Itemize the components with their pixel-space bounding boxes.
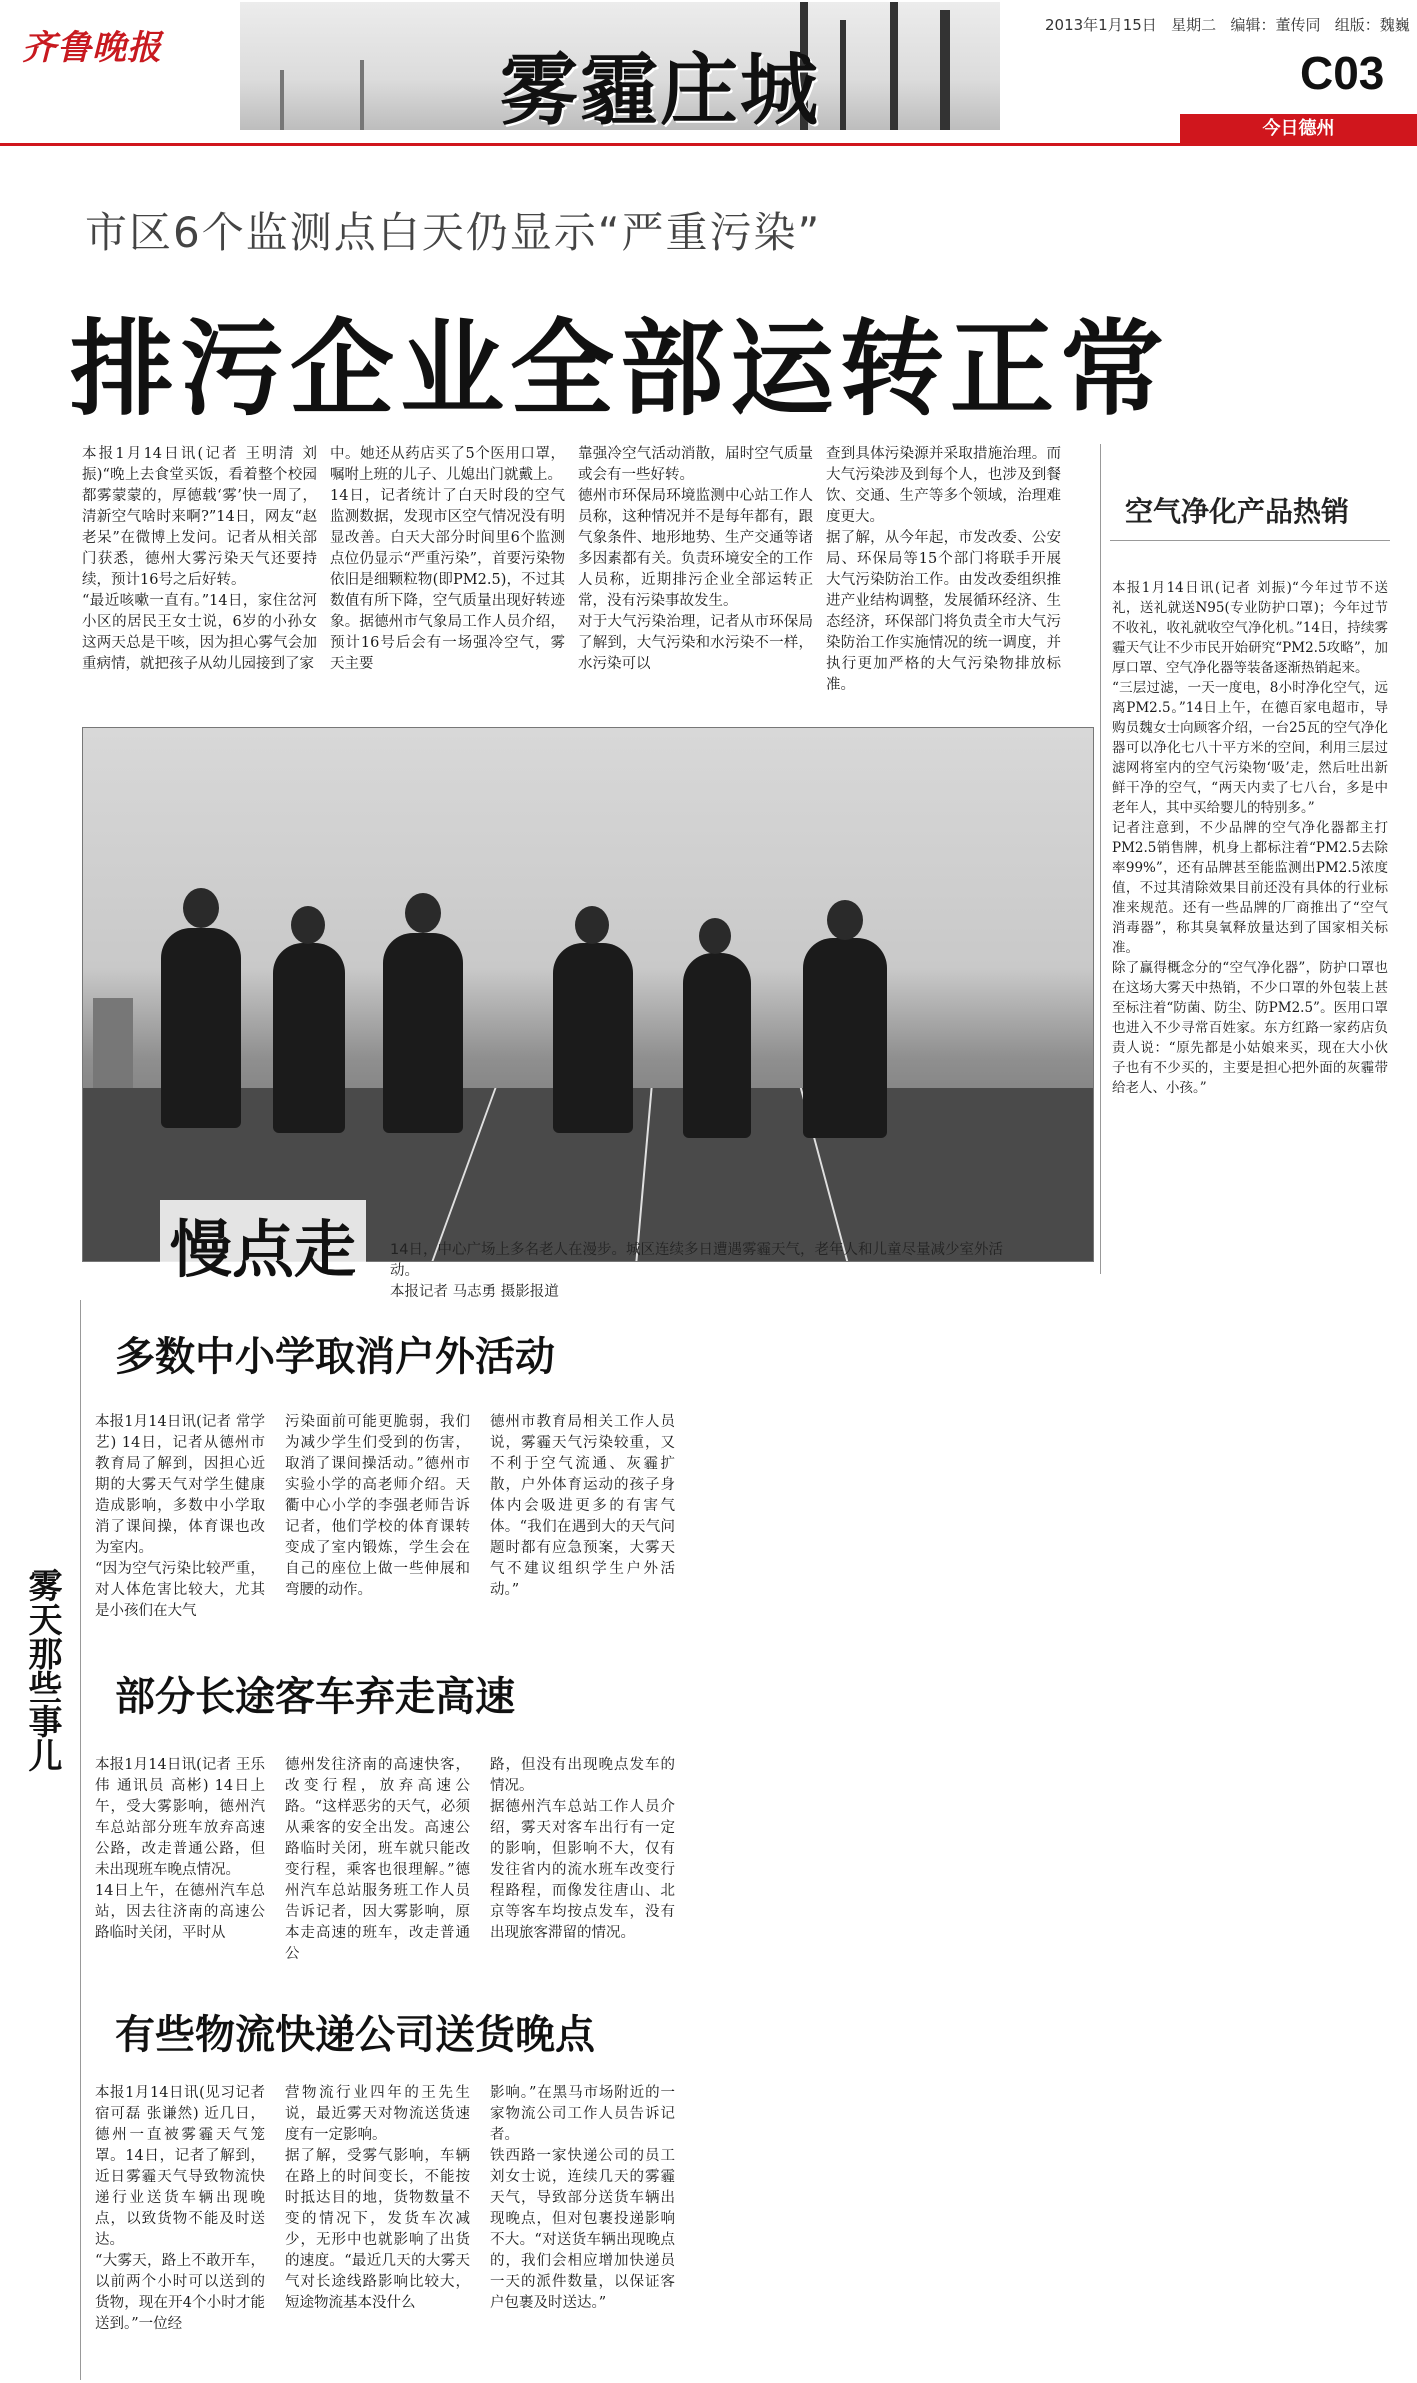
story3-title: 有些物流快递公司送货晚点 (115, 2012, 595, 2058)
lead-kicker: 市区6个监测点白天仍显示“严重污染” (85, 208, 822, 257)
sidebar-title: 空气净化产品热销 (1125, 495, 1350, 528)
side-column-divider (80, 1300, 81, 2380)
story3-column-2: 营物流行业四年的王先生说，最近雾天对物流送货速度有一定影响。 据了解，受雾气影响，车辆在路上的时间变长，不能按时抵达目的地，货物数量不变的情况下，发货车次减少，无形中也就影响了出货的速度。“最近几天的大雾天气对长途线路影响比较大，短途物流基本没什么 (285, 2085, 470, 2311)
lead-column-1: 本报1月14日讯(记者 王明清 刘振)“晚上去食堂买饭，看着整个校园都雾蒙蒙的，厚德载‘雾’快一周了，清新空气啥时来啊?”14日，网友“赵老呆”在微博上发问。记者从相关部门获悉，德州大雾污染天气还要持续，预计16号之后好转。 “最近咳嗽一直有。”14日，家住岔河小区的居民王女士说，6岁的小孙女这两天总是干咳，因为担心雾气会加重病情，就把孩子从幼儿园接到了家 (82, 446, 317, 672)
issue-date: 2013年1月15日 (1045, 16, 1157, 34)
side-column-title: 雾天那些事儿 (22, 1568, 62, 1772)
paper-name: 齐鲁晚报 (22, 28, 162, 68)
lead-column-3: 靠强冷空气活动消散，届时空气质量或会有一些好转。 德州市环保局环境监测中心站工作人员称，这种情况并不是每年都有，跟气象条件、地形地势、生产交通等诸多因素都有关。负责环境安全的工作人员称，近期排污企业全部运转正常，没有污染事故发生。 对于大气污染治理，记者从市环保局了解到，大气污染和水污染不一样，水污染可以 (578, 446, 813, 672)
sidebar-title-rule (1110, 540, 1390, 541)
editor: 编辑：董传同 (1230, 16, 1321, 34)
banner-title: 雾霾庄城 (500, 45, 821, 136)
masthead (0, 0, 1417, 139)
story1-title: 多数中小学取消户外活动 (115, 1334, 555, 1380)
news-photo (82, 727, 1094, 1262)
story2-column-2: 德州发往济南的高速快客，改变行程，放弃高速公路。“这样恶劣的天气，必须从乘客的安全出发。高速公路临时关闭，班车就只能改变行程，乘客也很理解。”德州汽车总站服务班工作人员告诉记者，因大雾影响，原本走高速的班车，改走普通公 (285, 1757, 470, 1962)
story1-column-1: 本报1月14日讯(记者 常学艺) 14日，记者从德州市教育局了解到，因担心近期的大雾天气对学生健康造成影响，多数中小学取消了课间操，体育课也改为室内。 “因为空气污染比较严重，对人体危害比较大，尤其是小孩们在大气 (95, 1414, 265, 1619)
page-number: C03 (1300, 47, 1385, 99)
top-rule (0, 143, 1417, 146)
story2-column-3: 路，但没有出现晚点发车的情况。 据德州汽车总站工作人员介绍，雾天对客车出行有一定的影响，但影响不大，仅有发往省内的流水班车改变行程路程，而像发往唐山、北京等客车均按点发车，没有出现旅客滞留的情况。 (490, 1757, 675, 1941)
story3-column-1: 本报1月14日讯(见习记者 宿可磊 张谦然) 近几日，德州一直被雾霾天气笼罩。14日，记者了解到，近日雾霾天气导致物流快递行业送货车辆出现晚点，以致货物不能及时送达。 “大雾天，路上不敢开车，以前两个小时可以送到的货物，现在开4个小时才能送到。”一位经 (95, 2085, 265, 2332)
layout-editor: 组版：魏巍 (1334, 16, 1410, 34)
lead-column-2: 中。她还从药店买了5个医用口罩，嘱咐上班的儿子、儿媳出门就戴上。 14日，记者统计了白天时段的空气监测数据，发现市区空气情况没有明显改善。白天大部分时间里6个监测点位仍显示“严重污染”，首要污染物依旧是细颗粒物(即PM2.5)，不过其数值有所下降，空气质量出现好转迹象。据德州市气象局工作人员介绍，预计16号后会有一场强冷空气，雾天主要 (330, 446, 565, 672)
lead-headline: 排污企业全部运转正常 (70, 308, 1171, 430)
story3-column-3: 影响。”在黑马市场附近的一家物流公司工作人员告诉记者。 铁西路一家快递公司的员工刘女士说，连续几天的雾霾天气，导致部分送货车辆出现晚点，但对包裹投递影响不大。“对送货车辆出现晚点的，我们会相应增加快递员一天的派件数量，以保证客户包裹及时送达。” (490, 2085, 675, 2311)
story2-title: 部分长途客车弃走高速 (115, 1674, 515, 1720)
issue-weekday: 星期二 (1171, 16, 1217, 34)
trash-bin (93, 998, 133, 1088)
photo-tag: 慢点走 (160, 1200, 366, 1289)
photo-caption: 14日，中心广场上多名老人在漫步。城区连续多日遭遇雾霾天气，老年人和儿童尽量减少室外活动。 本报记者 马志勇 摄影报道 (390, 1242, 1003, 1300)
sidebar-divider (1100, 444, 1101, 1274)
section-tag: 今日德州 (1180, 114, 1417, 144)
story1-column-2: 污染面前可能更脆弱，我们为减少学生们受到的伤害，取消了课间操活动。”德州市实验小学的高老师介绍。天衢中心小学的李强老师告诉记者，他们学校的体育课转变成了室内锻炼，学生会在自己的座位上做一些伸展和弯腰的动作。 (285, 1414, 470, 1598)
sidebar-body: 本报1月14日讯(记者 刘振)“今年过节不送礼，送礼就送N95(专业防护口罩)；今年过节不收礼，收礼就收空气净化机。”14日，持续雾霾天气让不少市民开始研究“PM2.5攻略”，加厚口罩、空气净化器等装备逐渐热销起来。 “三层过滤，一天一度电，8小时净化空气，远离PM2.5。”14日上午，在德百家电超市，导购员魏女士向顾客介绍，一台25瓦的空气净化器可以净化七八十平方米的空间，利用三层过滤网将室内的空气污染物‘吸’走，然后吐出新鲜干净的空气，“两天内卖了七八台，多是中老年人，其中买给婴儿的特别多。” 记者注意到，不少品牌的空气净化器都主打PM2.5销售牌，机身上都标注着“PM2.5去除率99%”，还有品牌甚至能监测出PM2.5浓度值，不过其清除效果目前还没有具体的行业标准来规范。还有一些品牌的厂商推出了“空气消毒器”，称其臭氧释放量达到了国家相关标准。 除了赢得概念分的“空气净化器”，防护口罩也在这场大雾天中热销，不少口罩的外包装上甚至标注着“防菌、防尘、防PM2.5”。医用口罩也进入不少寻常百姓家。东方红路一家药店负责人说：“原先都是小姑娘来买，现在大小伙子也有不少买的，主要是担心把外面的灰霾带给老人、小孩。” (1112, 580, 1388, 1096)
story2-column-1: 本报1月14日讯(记者 王乐伟 通讯员 高彬) 14日上午，受大雾影响，德州汽车总站部分班车放弃高速公路，改走普通公路，但未出现班车晚点情况。 14日上午，在德州汽车总站，因去往济南的高速公路临时关闭，平时从 (95, 1757, 265, 1941)
issue-meta (1045, 14, 1410, 35)
story1-column-3: 德州市教育局相关工作人员说，雾霾天气污染较重，又不利于空气流通、灰霾扩散，户外体育运动的孩子身体内会吸进更多的有害气体。“我们在遇到大的天气问题时都有应急预案，大雾天气不建议组织学生户外活动。” (490, 1414, 675, 1598)
lead-column-4: 查到具体污染源并采取措施治理。而大气污染涉及到每个人，也涉及到餐饮、交通、生产等多个领域，治理难度更大。 据了解，从今年起，市发改委、公安局、环保局等15个部门将联手开展大气污染防治工作。由发改委组织推进产业结构调整，发展循环经济、生态经济，环保部门将负责全市大气污染防治工作实施情况的统一调度，并执行更加严格的大气污染物排放标准。 (826, 446, 1061, 693)
